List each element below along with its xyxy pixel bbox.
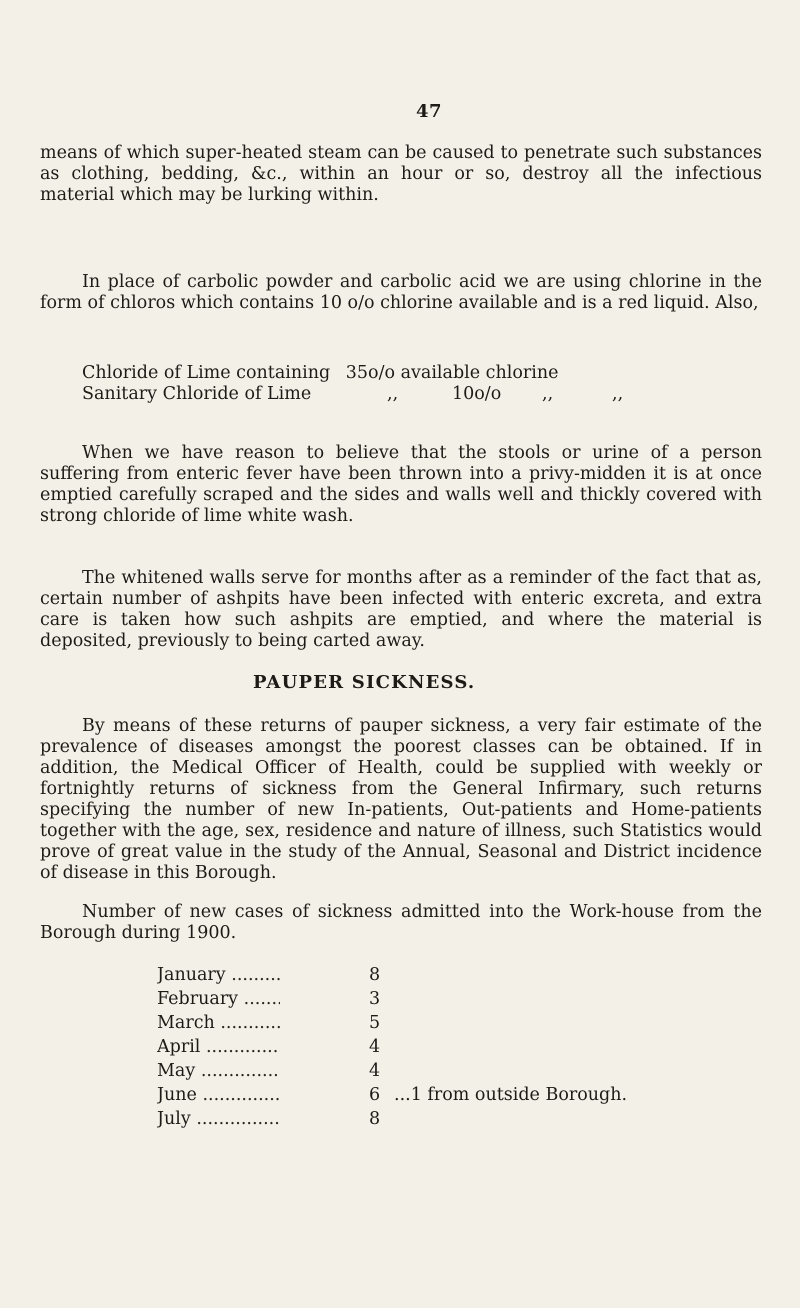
month-row: [157, 1035, 677, 1059]
month-name: February .....: [157, 987, 280, 1011]
month-name: June .....: [157, 1083, 280, 1107]
chloride-row-lime: [82, 363, 558, 384]
month-row: [157, 987, 677, 1011]
month-row: [157, 1083, 677, 1107]
section-heading-pauper-sickness: PAUPER SICKNESS.: [253, 672, 476, 693]
page-number: 47: [416, 101, 443, 122]
paragraph-stools: When we have reason to believe that the stools or urine of a person suffering from enteric fever have been thrown into a privy-midden it is at once emptied carefully scraped and the sides and walls well and thickly covered with strong chloride of lime white wash.: [40, 443, 762, 526]
paragraph-intro: means of which super-heated steam can be caused to penetrate such substances as clothing, bedding, &c., within an hour or so, destroy all the infectious material which may be lurking within.: [40, 143, 762, 205]
month-row: [157, 1011, 677, 1035]
month-name: March .....: [157, 1011, 280, 1035]
paragraph-walls: The whitened walls serve for months after as a reminder of the fact that as, certain number of ashpits have been infected with enteric excreta, and extra care is taken how such ashpits are emptied, and where the material is deposited, previously to being carted away.: [40, 568, 762, 651]
month-count: 8: [369, 1109, 381, 1129]
month-count: 3: [369, 989, 381, 1009]
month-count: 4: [369, 1037, 381, 1057]
ditto-mark-1: ,,: [387, 384, 399, 404]
ditto-mark-3: ,,: [612, 384, 624, 404]
month-name: July .....: [157, 1107, 280, 1131]
chloride-label-sanitary: Sanitary Chloride of Lime: [82, 384, 312, 404]
month-name: January .....: [157, 963, 280, 987]
month-count: 6: [369, 1085, 381, 1105]
paragraph-returns: By means of these returns of pauper sickness, a very fair estimate of the prevalence of diseases amongst the poorest classes can be obtained. If in addition, the Medical Officer of Health, could be supplied with weekly or fortnightly returns of sickness from the General Infirmary, such returns specifying the number of new In-patients, Out-patients and Home-patients together with the age, sex, residence and nature of illness, such Statistics would prove of great value in the study of the Annual, Seasonal and District incidence of disease in this Borough.: [40, 716, 762, 883]
chloride-value-sanitary: 10o/o: [452, 384, 502, 404]
month-count: 5: [369, 1013, 381, 1033]
chloride-value-lime: 35o/o available chlorine: [345, 363, 559, 383]
ditto-mark-2: ,,: [542, 384, 554, 404]
month-note: ...1 from outside Borough.: [394, 1085, 628, 1105]
month-name: May .....: [157, 1059, 280, 1083]
month-row: [157, 1059, 677, 1083]
month-row: [157, 1107, 677, 1131]
paragraph-chlorine: In place of carbolic powder and carbolic acid we are using chlorine in the form of chloros which contains 10 o/o chlorine available and is a red liquid. Also,: [40, 272, 762, 313]
month-count: 8: [369, 965, 381, 985]
chloride-row-sanitary: [82, 384, 624, 405]
month-row: [157, 963, 677, 987]
month-count: 4: [369, 1061, 381, 1081]
chloride-label-lime: Chloride of Lime containing: [82, 363, 331, 383]
month-name: April .....: [157, 1035, 280, 1059]
paragraph-workhouse: Number of new cases of sickness admitted into the Work-house from the Borough during 1900.: [40, 902, 762, 943]
